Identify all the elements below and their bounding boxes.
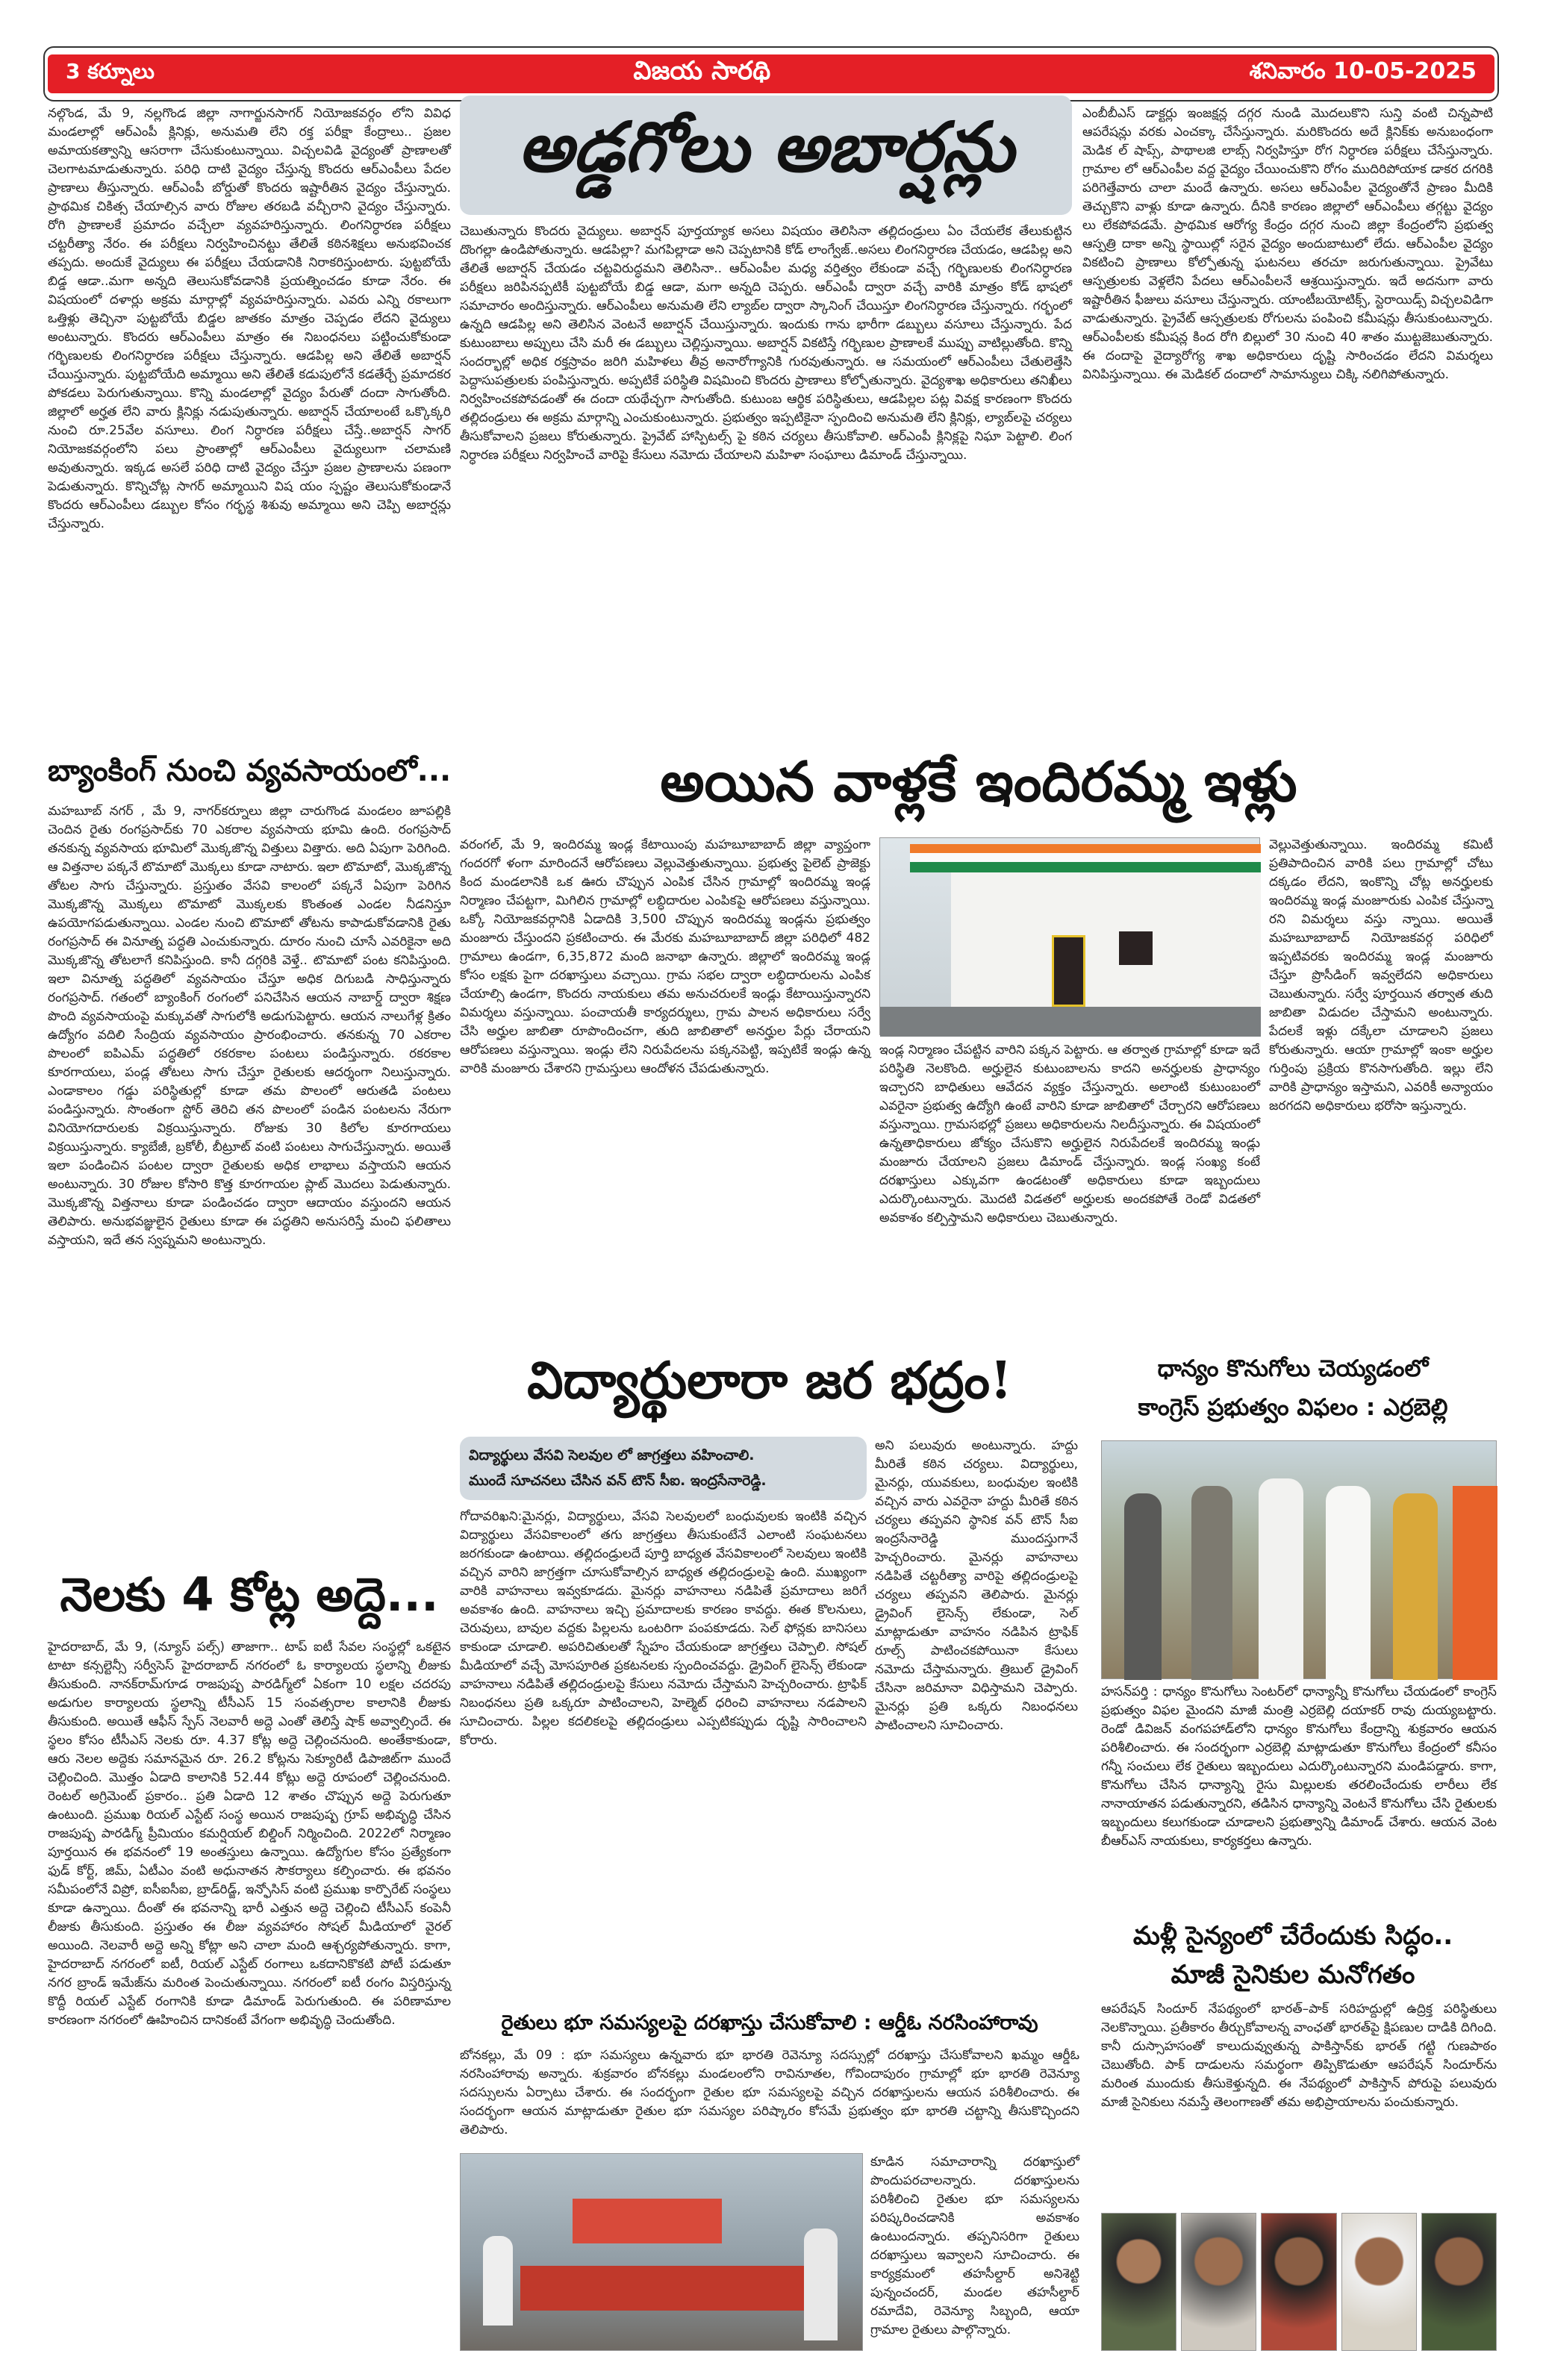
newspaper-title: విజయ సారథి	[633, 56, 771, 86]
paddy-caption	[1101, 1683, 1497, 1914]
rent-headline: నెలకు 4 కోట్ల అద్దె...	[60, 1567, 439, 1622]
portrait-photo	[1421, 2213, 1497, 2351]
farmers-body	[460, 2046, 1079, 2147]
article-text: హసన్‌పర్తి : ధాన్యం కొనుగోలు సెంటర్‌లో ధాన్యాన్నీ కొనుగోలు చేయడంలో కాంగ్రెస్ ప్రభుత్వం విఫల మైందని మాజీ మంత్రి ఎర్రబెల్లి దయాకర్ రావు దుయ్యబట్టారు. రెండో డివిజన్ వంగపహాడ్‌లోని ధాన్యం కొనుగోలు కేంద్రాన్ని శుక్రవారం ఆయన పరిశీలించారు. ఈ సందర్భంగా ఎర్రబెల్లి మాట్లాడుతూ కొనుగోలు కేంద్రంలో కనీసం గన్నీ సంచులు లేక రైతులు ఇబ్బందులు ఎదుర్కొంటున్నారని మండిపడ్డారు. కాగా, కొనుగోలు చేసిన ధాన్యాన్ని రైసు మిల్లులకు తరలించేందుకు లారీలు లేక నానాయాతన పడుతున్నారని, తడిసిన ధాన్యాన్ని వెంటనే కొనుగోలు చేసి రైతులకు ఇబ్బందులు కలుగకుండా చూడాలని ప్రభుత్వాన్ని డిమాండ్ చేశారు. ఆయన వెంట బీఆర్ఎస్ నాయకులు, కార్యకర్తలు ఉన్నారు.	[1101, 1684, 1497, 1849]
rent-body	[48, 1638, 451, 2351]
abortions-center-column	[460, 222, 1072, 737]
students-right-column	[875, 1437, 1078, 2000]
banking-body	[48, 802, 451, 1545]
paddy-headline-line: ధాన్యం కొనుగోలు చెయ్యడంలో	[1157, 1355, 1429, 1382]
portrait-photo	[1261, 2213, 1336, 2351]
article-text: మహబూబ్ నగర్ , మే 9, నాగర్‌కర్నూలు జిల్లా చారుగొండ మండలం జూపల్లికి చెందిన రైతు రంగప్రసాద్‌కు 70 ఎకరాల వ్యవసాయ భూమి ఉంది. రంగప్రసాద్ తనకున్న వ్యవసాయ భూమిలో మొక్కజొన్న విత్తులు విత్తారు. అది ఏపుగా పెరిగింది. ఆ విత్తనాల పక్కనే టొమాటో మొక్కలు కూడా నాటారు. ఇలా టొమాటో, మొక్కజొన్న తోటల సాగు చేస్తున్నారు. ప్రస్తుతం వేసవి కాలంలో పక్కనే ఏపుగా పెరిగిన మొక్కజొన్న మొక్కలు టొమాటో మొక్కలకు కొంతంత ఎండల నీడనిస్తూ ఉపయోగపడుతున్నాయి. ఎండల నుంచి టొమాటో తోటను కాపాడుకోవడానికి రైతు రంగప్రసాద్ ఈ వినూత్న పద్ధతి ఎంచుకున్నారు. దూరం నుంచి చూసే ఎవరికైనా అది మొక్కజొన్న తోటలాగే కనిపిస్తుంది. కానీ దగ్గరికి వెళ్తే.. టొమాటో పంట కనిపిస్తుంది. ఇలా వినూత్న పద్ధతిలో వ్యవసాయం చేస్తూ అధిక దిగుబడి సాధిస్తున్నారు రంగప్రసాద్. గతంలో బ్యాంకింగ్ రంగంలో పనిచేసిన ఆయన నాబార్డ్ ద్వారా శిక్షణ పొంది వ్యవసాయంపై మక్కువతో సాగులోకి అడుగుపెట్టారు. ఆయన నాలుగేళ్ల క్రితం ఉద్యోగం వదిలి సేంద్రియ వ్యవసాయం ప్రారంభించారు. తనకున్న 70 ఎకరాల పొలంలో ఐపిఎమ్ పద్ధతిలో రకరకాల పంటలు పండిస్తున్నారు. రకరకాల కూరగాయలు, పండ్ల తోటలు సాగు చేస్తూ రైతులకు ఆదర్శంగా నిలుస్తున్నారు. ఎండాకాలం గడ్డు పరిస్థితుల్లో కూడా తమ పొలంలో ఆరుతడి పంటలు పండిస్తున్నారు. సొంతంగా స్టోర్ తెరిచి తన పొలంలో పండిన పంటలను నేరుగా వినియోగదారులకు విక్రయిస్తున్నారు. రోజుకు 30 కిలోల కూరగాయలు విక్రయిస్తున్నారు. క్యాబేజీ, బ్రకోలీ, బీట్రూట్ వంటి పంటలు సాగుచేస్తున్నారు. అయితే ఇలా పండించిన పంటల ద్వారా రైతులకు అధిక లాభాలు వస్తాయని ఆయన అంటున్నారు. 30 రోజుల కోసారి కొత్త కూరగాయల ప్లాట్ మొదలు పెడుతున్నారు. మొక్కజొన్న విత్తనాలు కూడా పండించడం ద్వారా ఆదాయం వస్తుందని ఆయన తెలిపారు. అనుభవజ్ఞులైన రైతులు కూడా ఈ పద్ధతిని అనుసరిస్తే మంచి ఫలితాలు వస్తాయని, ఇదే తన స్వప్నమని అంటున్నారు.	[48, 804, 451, 1248]
portrait-photo	[1181, 2213, 1256, 2351]
farmers-right-column	[870, 2153, 1079, 2351]
indiramma-under-photo	[879, 1041, 1260, 1328]
army-body	[1101, 2000, 1497, 2205]
ex-servicemen-portraits	[1101, 2213, 1497, 2351]
abortions-left-column	[48, 104, 451, 750]
article-text: చెబుతున్నారు కొందరు వైద్యులు. అబార్షన్ పూర్తయ్యాక అసలు విషయం తెలిసినా తల్లిదండ్రులు ఏం చేయలేక తేలుకుట్టిన దొంగల్లా ఉండిపోతున్నారు. ఆడపిల్లా? మగపిల్లాడా అని చెప్పటానికి కోడ్ లాంగ్వేజ్..అసలు లింగనిర్ధారణ చేయడం, ఆడపిల్ల అని తేలితే అబార్షన్ చేయడం చట్టవిరుద్ధమని తెలిసినా.. ఆర్ఎంపీల మధ్య వర్తిత్వం లేకుండా వచ్చే గర్భిణులకు లింగనిర్ధారణ పరీక్షలు జరిపినప్పటికీ పుట్టబోయే బిడ్డ ఆడా, మగా అన్నది చెప్పరు. ఆర్ఎంపీ ద్వారా వచ్చే వారికి మాత్రం కోడ్ భాషలో సమాచారం అందిస్తున్నారు. ఆర్ఎంపీలు అనుమతి లేని ల్యాబ్‌ల ద్వారా స్కానింగ్ చేయిస్తూ లింగనిర్ధారణ చేస్తున్నారు. గర్భంలో ఉన్నది ఆడపిల్ల అని తెలిసిన వెంటనే అబార్షన్ చేయిస్తున్నారు. ఇందుకు గాను భారీగా డబ్బులు వసూలు చేస్తున్నారు. పేద కుటుంబాలు అప్పులు చేసి మరీ ఈ డబ్బులు చెల్లిస్తున్నాయి. అబార్షన్ వికటిస్తే గర్భిణుల ప్రాణాలకే ముప్పు వాటిల్లుతోంది. కొన్ని సందర్భాల్లో అధిక రక్తస్రావం జరిగి మహిళలు తీవ్ర అనారోగ్యానికి గురవుతున్నారు. ఆ సమయంలో ఆర్ఎంపీలు చేతులెత్తేసి పెద్దాసుపత్రులకు పంపిస్తున్నారు. అప్పటికే పరిస్థితి విషమించి కొందరు ప్రాణాలు కోల్పోతున్నారు. వైద్యశాఖ అధికారులు తనిఖీలు నిర్వహించకపోవడంతో ఈ దందా యథేచ్ఛగా సాగుతోంది. కుటుంబ ఆర్థిక పరిస్థితులు, ఆడపిల్లల పట్ల వివక్ష కారణంగా కొందరు తల్లిదండ్రులు ఈ అక్రమ మార్గాన్ని ఎంచుకుంటున్నారు. ప్రభుత్వం ఇప్పటికైనా స్పందించి అనుమతి లేని క్లినిక్లు, ల్యాబ్‌లపై చర్యలు తీసుకోవాలని ప్రజలు కోరుతున్నారు. ప్రైవేట్ హాస్పిటల్స్ పై కఠిన చర్యలు తీసుకోవాలి. ఆర్ఎంపీ క్లినిక్లపై నిఘా పెట్టాలి. లింగ నిర్ధారణ పరీక్షలు నిర్వహించే వారిపై కేసులు నమోదు చేయాలని మహిళా సంఘాలు డిమాండ్ చేస్తున్నాయి.	[460, 224, 1072, 463]
army-headline-line: మళ్లీ సైన్యంలో చేరేందుకు సిద్ధం..	[1132, 1921, 1453, 1951]
revenue-meeting-photo	[460, 2153, 863, 2351]
portrait-photo	[1101, 2213, 1176, 2351]
students-body	[460, 1508, 867, 2000]
indiramma-house-photo	[879, 837, 1260, 1035]
students-subhead-line: ముందే సూచనలు చేసిన వన్ టౌన్ సీఐ. ఇంద్రసేనారెడ్డి.	[469, 1472, 767, 1489]
paddy-centre-photo	[1101, 1440, 1497, 1679]
paddy-headline-line: కాంగ్రెస్ ప్రభుత్వం విఫలం : ఎర్రబెల్లి	[1138, 1394, 1448, 1421]
article-text: అని పలువురు అంటున్నారు. హద్దు మీరితే కఠిన చర్యలు. విద్యార్థులు, మైనర్లు, యువకులు, బంధువుల ఇంటికి వచ్చిన వారు ఎవరైనా హద్దు మీరితే కఠిన చర్యలు తప్పవని స్థానిక వన్ టౌన్ సీఐ ఇంద్రసేనారెడ్డి ముందస్తుగానే హెచ్చరించారు. మైనర్లు వాహనాలు నడిపితే చట్టరీత్యా వారిపై తల్లిదండ్రులపై చర్యలు తప్పవని తెలిపారు. మైనర్లు డ్రైవింగ్ లైసెన్స్ లేకుండా, సెల్ మాట్లాడుతూ వాహనం నడిపిన ట్రాఫిక్ రూల్స్ పాటించకపోయినా కేసులు నమోదు చేస్తామన్నారు. త్రిబుల్ డ్రైవింగ్ చేసినా జరిమానా విధిస్తామని చెప్పారు. మైనర్లు ప్రతి ఒక్కరు నిబంధనలు పాటించాలని సూచించారు.	[875, 1438, 1078, 1733]
article-text: ఇండ్ల నిర్మాణం చేపట్టిన వారిని పక్కన పెట్టారు. ఆ తర్వాత గ్రామాల్లో కూడా ఇదే పరిస్థితి నెలకొంది. అర్హులైన కుటుంబాలను కాదని అనర్హులకు ప్రాధాన్యం ఇచ్చారని బాధితులు ఆవేదన వ్యక్తం చేస్తున్నారు. అలాంటి కుటుంబంలో ఎవరైనా ప్రభుత్వ ఉద్యోగి ఉంటే వారిని కూడా జాబితాలో చేర్చారని ఆరోపణలు వస్తున్నాయి. గ్రామసభల్లో ప్రజలు అధికారులను నిలదీస్తున్నారు. ఈ విషయంలో ఉన్నతాధికారులు జోక్యం చేసుకొని అర్హులైన నిరుపేదలకే ఇందిరమ్మ ఇండ్లు మంజూరు చేయాలని ప్రజలు డిమాండ్ చేస్తున్నారు. ఇండ్ల సంఖ్య కంటే దరఖాస్తులు ఎక్కువగా ఉండటంతో అధికారులు కూడా ఇబ్బందులు ఎదుర్కొంటున్నారు. మొదటి విడతలో అర్హులకు అందకపోతే రెండో విడతలో అవకాశం కల్పిస్తామని అధికారులు చెబుతున్నారు.	[879, 1043, 1260, 1225]
paddy-headline	[1091, 1349, 1494, 1427]
article-text: గోదావరిఖని:మైనర్లు, విద్యార్థులు, వేసవి సెలవులలో బంధువులకు ఇంటికి వచ్చిన విద్యార్థులు వేసవికాలంలో తగు జాగ్రత్తలు తీసుకుంటేనే ఎలాంటి సంఘటనలు జరగకుండా ఉంటాయి. తల్లిదండ్రులదే పూర్తి బాధ్యత వేసవికాలంలో సెలవులు ఇంటికి వచ్చిన వారిని జాగ్రత్తగా చూసుకోవాల్సిన బాధ్యత తల్లిదండ్రులపై ఉంది. ముఖ్యంగా వారికి వాహనాలు ఇవ్వకూడదు. మైనర్లు వాహనాలు నడిపితే ప్రమాదాలు జరిగే అవకాశం ఉంది. వాహనాలు ఇచ్చి ప్రమాదాలకు కారణం కావద్దు. ఈత కొలనులు, చెరువులు, బావుల వద్దకు పిల్లలను ఒంటరిగా పంపకూడదు. సెల్ ఫోన్లకు బానిసలు కాకుండా చూడాలి. అపరిచితులతో స్నేహం చేయకుండా జాగ్రత్తలు చెప్పాలి. సోషల్ మీడియాలో వచ్చే మోసపూరిత ప్రకటనలకు స్పందించవద్దు. డ్రైవింగ్ లైసెన్స్ లేకుండా వాహనాలు నడిపితే తల్లిదండ్రులపై కేసులు నమోదు చేస్తామని హెచ్చరించారు. ట్రాఫిక్ నిబంధనలు ప్రతి ఒక్కరూ పాటించాలని, హెల్మెట్ ధరించి వాహనాలు నడపాలని సూచించారు. పిల్లల కదలికలపై తల్లిదండ్రులు ఎప్పటికప్పుడు దృష్టి సారించాలని కోరారు.	[460, 1509, 867, 1748]
article-text: ఆపరేషన్ సిందూర్ నేపథ్యంలో భారత్–పాక్ సరిహద్దుల్లో ఉద్రిక్త పరిస్థితులు నెలకొన్నాయి. ప్రతీకారం తీర్చుకోవాలన్న వాంఛతో భారత్‌పై క్షిపణుల దాడికి దిగింది. కానీ దుస్సాహసంతో కాలుదువ్వుతున్న పాకిస్తాన్‌కు భారత్ గట్టి గుణపాఠం చెబుతోంది. పాక్ దాడులను సమర్థంగా తిప్పికొడుతూ ఆపరేషన్ సిందూర్‌ను మరింత ముందుకు తీసుకెళ్తున్నది. ఈ నేపథ్యంలో పాకిస్తాన్ పోరుపై పలువురు మాజీ సైనికులు నమస్తే తెలంగాణతో తమ అభిప్రాయాలను పంచుకున్నారు.	[1101, 2002, 1497, 2110]
issue-date: శనివారం 10-05-2025	[1249, 58, 1477, 84]
abortions-right-column	[1082, 104, 1493, 739]
indiramma-body-cont	[460, 1063, 870, 1328]
article-text: హైదరాబాద్, మే 9, (న్యూస్ పల్స్) తాజాగా.. టాప్ ఐటీ సేవల సంస్థల్లో ఒకటైన టాటా కన్సల్టెన్సీ సర్వీసెస్ హైదరాబాద్ నగరంలో ఓ కార్యాలయ స్థలాన్ని లీజుకు తీసుకుంది. నానక్‌రామ్‌గూడ రాజపుష్ప పారడిగ్మ్‌లో ఏకంగా 10 లక్షల చదరపు అడుగుల కార్యాలయ స్థలాన్ని టీసీఎస్ 15 సంవత్సరాల కాలానికి లీజుకు తీసుకుంది. అయితే ఆఫీస్ స్పేస్ నెలవారీ అద్దె ఎంతో తెలిస్తే షాక్ అవ్వాల్సిందే. ఈ స్థలం కోసం టీసీఎస్ నెలకు రూ. 4.37 కోట్ల అద్దె చెల్లించనుంది. అంతేకాకుండా, ఆరు నెలల అద్దెకు సమానమైన రూ. 26.2 కోట్లను సెక్యూరిటీ డిపాజిట్‌గా ముందే చెల్లించింది. మొత్తం ఏడాది కాలానికి 52.44 కోట్లు అద్దె రూపంలో చెల్లించనుంది. రెంటల్ అగ్రిమెంట్ ప్రకారం.. ప్రతి ఏడాది 12 శాతం చొప్పున అద్దె పెరుగుతూ ఉంటుంది. ప్రముఖ రియల్ ఎస్టేట్ సంస్థ అయిన రాజపుష్ప గ్రూప్ అభివృద్ధి చేసిన రాజపుష్ప పారడిగ్మ్ ప్రీమియం కమర్షియల్ బిల్డింగ్ నిర్మించింది. 2022లో నిర్మాణం పూర్తయిన ఈ భవనంలో 19 అంతస్తులు ఉన్నాయి. ఉద్యోగుల కోసం ప్రత్యేకంగా ఫుడ్ కోర్ట్, జిమ్, ఏటీఎం వంటి అధునాతన సౌకర్యాలు కల్పించారు. ఈ భవనం సమీపంలోనే విప్రో, ఐసీఐసీఐ, బ్రాడ్‌రిడ్జ్, ఇన్ఫోసిస్ వంటి ప్రముఖ కార్పొరేట్ సంస్థలు కూడా ఉన్నాయి. దీంతో ఈ భవనాన్ని భారీ ఎత్తున అద్దె చెల్లించి టీసీఎస్ కంపెనీ లీజుకు తీసుకుంది. ప్రస్తుతం ఈ లీజు వ్యవహారం సోషల్ మీడియాలో వైరల్ అయింది. నెలవారీ అద్దె అన్ని కోట్లా అని చాలా మంది ఆశ్చర్యపోతున్నారు. కాగా, హైదరాబాద్ నగరంలో ఐటీ, రియల్ ఎస్టేట్ రంగాలు ఒకదానికొకటి పోటీ పడుతూ నగర బ్రాండ్ ఇమేజ్‌ను మరింత పెంచుతున్నాయి. నగరంలో ఐటీ రంగం విస్తరిస్తున్న కొద్దీ రియల్ ఎస్టేట్ రంగానికి కూడా డిమాండ్ పెరుగుతుంది. ఈ పరిణామాల కారణంగా నగరంలో ఊహించిన దానికంటే వేగంగా అభివృద్ధి చెందుతోంది.	[48, 1640, 451, 2028]
students-headline: విద్యార్థులారా జర భద్రం!	[527, 1351, 1012, 1411]
page-label: 3 కర్నూలు	[66, 59, 155, 84]
portrait-photo	[1341, 2213, 1417, 2351]
article-text: బోనకల్లు, మే 09 : భూ సమస్యలు ఉన్నవారు భూ భారతి రెవెన్యూ సదస్సుల్లో దరఖాస్తు చేసుకోవాలని ఖమ్మం ఆర్డీఓ నరసింహారావు అన్నారు. శుక్రవారం బోనకల్లు మండలంలోని రావినూతల, గోవిందాపురం గ్రామాల్లో భూ భారతి రెవెన్యూ సదస్సులను ఏర్పాటు చేశారు. ఈ సందర్భంగా రైతుల భూ సమస్యలపై వచ్చిన దరఖాస్తులను ఆయన పరిశీలించారు. ఈ సందర్భంగా ఆయన మాట్లాడుతూ రైతుల భూ సమస్యల పరిష్కారం కోసమే ప్రభుత్వం భూ భారతి చట్టాన్ని తీసుకొచ్చిందని తెలిపారు.	[460, 2048, 1079, 2137]
farmers-headline: రైతులు భూ సమస్యలపై దరఖాస్తు చేసుకోవాలి : ఆర్డీఓ నరసింహారావు	[501, 2011, 1038, 2034]
indiramma-headline: అయిన వాళ్లకే ఇందిరమ్మ ఇళ్లు	[660, 750, 1297, 814]
banking-headline: బ్యాంకింగ్ నుంచి వ్యవసాయంలో...	[48, 754, 452, 788]
students-subhead-box	[460, 1437, 867, 1500]
army-headline-line: మాజీ సైనికుల మనోగతం	[1171, 1960, 1415, 1990]
students-subhead-line: విద్యార్థులు వేసవి సెలవుల లో జాగ్రత్తలు వహించాలి.	[469, 1447, 755, 1464]
article-text: నల్గొండ, మే 9, నల్లగొండ జిల్లా నాగార్జునసాగర్ నియోజకవర్గం లోని వివిధ మండలాల్లో ఆర్ఎంపీ క్లినిక్లు, అనుమతి లేని రక్త పరీక్షా కేంద్రాలు.. ప్రజల అమాయకత్వాన్ని ఆసరాగా చేసుకుంటున్నాయి. విచ్చలవిడి వైద్యంతో ప్రాణాలతో చెలగాటమాడుతున్నారు. పరిధి దాటి వైద్యం చేస్తున్న కొందరు ఆర్ఎంపీలు పేదల ప్రాణాలు తీస్తున్నారు. ఆర్ఎంపీ బోర్డుతో కొందరు ఇష్టారీతిన వైద్యం చేస్తున్నారు. ప్రాథమిక చికిత్స చేయాల్సిన వారు రోజుల తరబడి వచ్చీరాని వైద్యం చేస్తున్నారు. రోగి ప్రాణాలకే ప్రమాదం వచ్చేలా వ్యవహరిస్తున్నారు. లింగనిర్ధారణ పరీక్షలు చట్టరీత్యా నేరం. ఈ పరీక్షలు నిర్వహించినట్టు తేలితే కఠినశిక్షలు అనుభవించక తప్పదు. అందుకే వైద్యులు ఈ పరీక్షలు చేయడానికి నిరాకరిస్తుంటారు. పుట్టబోయే బిడ్డ ఆడా..మగా అన్నది తెలుసుకోవడానికి ప్రయత్నించడం కూడా నేరం. ఈ విషయంలో దళార్లు అక్రమ మార్గాల్లో వ్యవహరిస్తున్నారు. ఎవరు ఎన్ని రకాలుగా ఒత్తిళ్లు తెచ్చినా పుట్టబోయే బిడ్డల జాతకం మాత్రం చెప్పడం లేదని వైద్యులు అంటున్నారు. కొందరు ఆర్ఎంపీలు మాత్రం ఈ నిబంధనలు పట్టించుకోకుండా గర్భిణులకు లింగనిర్ధారణ పరీక్షలు చేస్తున్నారు. ఆడపిల్ల అని తేలితే అబార్షన్ చేయిస్తున్నారు. పుట్టబోయేది అమ్మాయి అని తేలితే కడుపులోనే కడతేర్చే ప్రమాదకర పోకడలు పెరుగుతున్నాయి. కొన్ని మండలాల్లో వైద్యం పేరుతో దందా సాగుతోంది. జిల్లాలో అర్హత లేని వారు క్లినిక్లు నడుపుతున్నారు. అబార్షన్ చేయాలంటే ఒక్కొక్కరి నుంచి రూ.25వేల వసూలు. లింగ నిర్ధారణ పరీక్షలు చేస్తే..అబార్షన్ సాగర్ నియోజకవర్గంలోని పలు ప్రాంతాల్లో ఆర్ఎంపీలు వైద్యులుగా చలామణి అవుతున్నారు. ఇక్కడ అసలే పరిధి దాటి వైద్యం చేస్తూ ప్రజల ప్రాణాలను పణంగా పెడుతున్నారు. కొన్నిచోట్ల సాగర్ అమ్మాయిని విష యం స్పష్టం తెలుసుకోకుండానే కొందరు ఆర్ఎంపీలు డబ్బుల కోసం గర్భస్థ శిశువు అమ్మాయి అని చెప్పి అబార్షన్లు చేస్తున్నారు.	[48, 106, 451, 531]
article-text: వెల్లువెత్తుతున్నాయి. ఇందిరమ్మ కమిటీ ప్రతిపాదించిన వారికి పలు గ్రామాల్లో చోటు దక్కడం లేదని, ఇంకొన్ని చోట్ల అనర్హులకు ఇందిరమ్మ ఇండ్ల మంజూరుకు ఎంపిక చేస్తున్నా రని విమర్శలు వస్తు న్నాయి. అయితే మహబూబాబాద్ నియోజకవర్గ పరిధిలో ఇప్పటివరకు ఇందిరమ్మ ఇండ్ల మంజూరు చేస్తూ ప్రొసీడింగ్ ఇవ్వలేదని అధికారులు చెబుతున్నారు. సర్వే పూర్తయిన తర్వాత తుది జాబితా విడుదల చేస్తామని అంటున్నారు. పేదలకే ఇళ్లు దక్కేలా చూడాలని ప్రజలు కోరుతున్నారు. ఆయా గ్రామాల్లో ఇంకా అర్హుల గుర్తింపు ప్రక్రియ కొనసాగుతోంది. ఇల్లు లేని వారికి ప్రాధాన్యం ఇస్తామని, ఎవరికీ అన్యాయం జరగదని అధికారులు భరోసా ఇస్తున్నారు.	[1269, 837, 1493, 1114]
indiramma-right-column	[1269, 836, 1493, 1328]
army-headline	[1091, 1917, 1494, 1994]
article-text: వరంగల్, మే 9, ఇందిరమ్మ ఇండ్ల కేటాయింపు మహబూబాబాద్ జిల్లా వ్యాప్తంగా గందరగో ళంగా మారిందనే ఆరోపణలు వెల్లువెత్తుతున్నాయి. ప్రభుత్వ పైలెట్ ప్రాజెక్టు కింద మండలానికి ఒక ఊరు చొప్పున ఎంపిక చేసిన గ్రామాల్లో ఇందిరమ్మ ఇండ్ల నిర్మాణం చేపట్టగా, మిగిలిన గ్రామాల్లో లబ్ధిదారుల ఎంపికపై ఆరోపణలు వస్తున్నాయి. ఒక్కో నియోజకవర్గానికి ఏడాదికి 3,500 చొప్పున ఇందిరమ్మ ఇండ్లను ప్రభుత్వం మంజూరు చేస్తుందని ప్రకటించారు. ఈ మేరకు మహబూబాబాద్ జిల్లా పరిధిలో 482 గ్రామాలు ఉండగా, 6,35,872 మంది జనాభా ఉన్నారు. జిల్లాలో ఇందిరమ్మ ఇండ్ల కోసం లక్షకు పైగా దరఖాస్తులు వచ్చాయి. గ్రామ సభల ద్వారా లబ్ధిదారులను ఎంపిక చేయాల్సి ఉండగా, కొందరు నాయకులు తమ అనుచరులకే ఇండ్లు కేటాయిస్తున్నారని విమర్శలు వస్తున్నాయి. పంచాయతీ కార్యదర్శులు, గ్రామ పాలన అధికారులు సర్వే చేసి అర్హుల జాబితా రూపొందించగా, తుది జాబితాలో అనర్హుల పేర్లు చేరాయని ఆరోపణలు వస్తున్నాయి. ఇండ్లు లేని నిరుపేదలను పక్కనపెట్టి, ఇప్పటికే ఇండ్లు ఉన్న వారికి మంజూరు చేశారని గ్రామస్తులు ఆందోళన చేపడుతున్నారు.	[460, 837, 870, 1076]
abortions-headline-box	[460, 96, 1072, 215]
article-text: ఎంబీబీఎస్ డాక్టర్లు ఇంజక్షన్ల దగ్గర నుండి మొదలుకొని సున్తి వంటి చిన్నపాటి ఆపరేషన్లు వరకు ఎంచక్కా చేసేస్తున్నారు. మరికొందరు అదే క్లినిక్‌కు అనుబంధంగా మెడిక ల్ షాప్స్, పాథాలజి లాబ్స్ నిర్వహిస్తూ రోగ నిర్ధారణ పరీక్షలు చేసేస్తున్నారు. గ్రామాల లో ఆర్ఎంపీల వద్ద వైద్యం చేయించుకొని రోగం ముదిరిపోయాక డాకర దగరికి పరిగెత్తేవారు చాలా మందే ఉన్నారు. అసలు ఆర్ఎంపీల వైద్యంతోనే ప్రాణం మీదికి తెచ్చుకొని వాళ్లు కూడా ఉన్నారు. దీనికి కారణం జిల్లాలో ఆర్ఎంపీలు తగ్గట్టు వైద్యం లు లేకపోవడమే. ప్రాథమిక ఆరోగ్య కేంద్రం దగ్గర నుంచి జిల్లా కేంద్రంలోని ప్రభుత్వ ఆస్పత్రి దాకా అన్ని స్థాయిల్లో సరైన వైద్యం అందుబాటులో లేదు. ఆర్ఎంపీల వైద్యం వికటించి ప్రాణాలు కోల్పోతున్న ఘటనలు తరచూ జరుగుతున్నాయి. ప్రైవేటు ఆస్పత్రులకు వెళ్లలేని పేదలు ఆర్ఎంపీలనే ఆశ్రయిస్తున్నారు. ఇదే అదనుగా వారు ఇష్టారీతిన ఫీజులు వసూలు చేస్తున్నారు. యాంటీబయోటిక్స్, స్టెరాయిడ్స్ విచ్చలవిడిగా వాడుతున్నారు. ప్రైవేట్ ఆస్పత్రులకు రోగులను పంపించి కమీషన్లు తీసుకుంటున్నారు. ఆర్ఎంపీలకు కమీషన్ల కింద రోగి బిల్లులో 30 నుంచి 40 శాతం ముట్టజెబుతున్నారు. ఈ దందాపై వైద్యారోగ్య శాఖ అధికారులు దృష్టి సారించడం లేదని విమర్శలు వినిపిస్తున్నాయి. ఈ మెడికల్ దందాలో సామాన్యులు చిక్కి నలిగిపోతున్నారు.	[1082, 106, 1493, 382]
article-text: కూడిన సమాచారాన్ని దరఖాస్తులో పొందుపరచాలన్నారు. దరఖాస్తులను పరిశీలించి రైతుల భూ సమస్యలను పరిష్కరించడానికి అవకాశం ఉంటుందన్నారు. తప్పనిసరిగా రైతులు దరఖాస్తులు ఇవ్వాలని సూచించారు. ఈ కార్యక్రమంలో తహసీల్దార్ అనిశెట్టి పున్నంచందర్, మండల తహసీల్దార్ రమాదేవి, రెవెన్యూ సిబ్బంది, ఆయా గ్రామాల రైతులు పాల్గొన్నారు.	[870, 2155, 1079, 2337]
indiramma-body	[460, 836, 870, 1076]
abortions-headline: అడ్డగోలు అబార్షన్లు	[518, 106, 1014, 187]
masthead-bar	[48, 54, 1494, 93]
